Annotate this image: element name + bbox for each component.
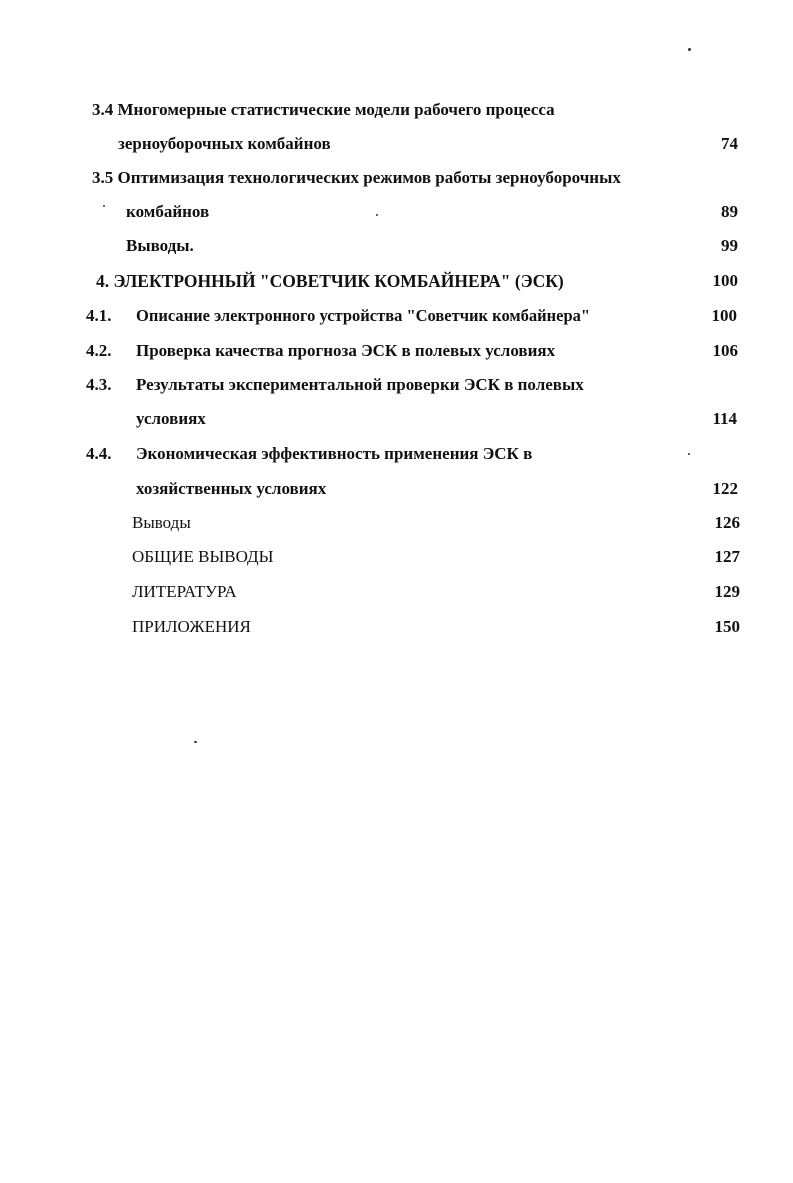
toc-entry-4-2-title: Проверка качества прогноза ЭСК в полевых условиях [136,341,556,360]
toc-page-number: 126 [714,513,740,532]
toc-entry-general-conclusions: ОБЩИЕ ВЫВОДЫ [132,547,274,566]
toc-entry-title: Оптимизация технологических режимов работы зерноуборочных [117,168,621,187]
toc-entry-3-5 [92,167,621,189]
toc-entry-number: 4. [96,271,110,291]
toc-page-number: 89 [721,202,738,221]
toc-entry-4-4-title: Экономическая эффективность применения ЭСК в [136,444,533,463]
toc-page-number: 127 [714,547,740,566]
toc-entry-3-5-continuation: комбайнов [126,202,210,221]
toc-entry-appendices: ПРИЛОЖЕНИЯ [132,617,251,636]
toc-entry-3-4 [92,99,555,121]
toc-entry-number: 3.4 [92,100,114,119]
toc-entry-4-3-continuation: условиях [136,409,206,428]
toc-entry-4-4-number: 4.4. [86,444,112,463]
toc-entry-3-4-continuation: зерноуборочных комбайнов [118,134,331,153]
toc-entry-number: 3.5 [92,168,114,187]
toc-page-number: 99 [721,236,738,255]
toc-page-number: 100 [711,306,737,325]
toc-entry-title: ЭЛЕКТРОННЫЙ "СОВЕТЧИК КОМБАЙНЕРА" (ЭСК) [113,271,564,291]
toc-entry-4-2-number: 4.2. [86,341,112,360]
toc-entry-literature: ЛИТЕРАТУРА [132,582,237,601]
toc-page-number: 122 [712,479,738,498]
toc-page-number: 106 [712,341,738,360]
scan-speck [103,205,105,207]
toc-entry-4-4-continuation: хозяйственных условиях [136,479,327,498]
toc-entry-conclusions-3: Выводы. [126,236,194,255]
toc-page-number: 74 [721,134,738,153]
toc-entry-4-3-title: Результаты экспериментальной проверки ЭСК в полевых [136,375,584,394]
toc-entry-4 [96,270,564,292]
toc-entry-title: Многомерные статистические модели рабочего процесса [117,100,555,119]
toc-page-number: 100 [712,271,738,290]
toc-page-number: 129 [714,582,740,601]
toc-entry-4-1-title: Описание электронного устройства "Советчик комбайнера" [136,306,591,325]
toc-entry-4-3-number: 4.3. [86,375,112,394]
toc-entry-conclusions-4: Выводы [132,513,191,532]
toc-page-number: 150 [714,617,740,636]
toc-entry-4-1-number: 4.1. [86,306,112,325]
scan-speck [194,741,197,743]
toc-page-number: 114 [712,409,737,428]
scan-speck [376,214,378,216]
scan-speck [688,453,690,455]
scan-speck [688,48,691,51]
